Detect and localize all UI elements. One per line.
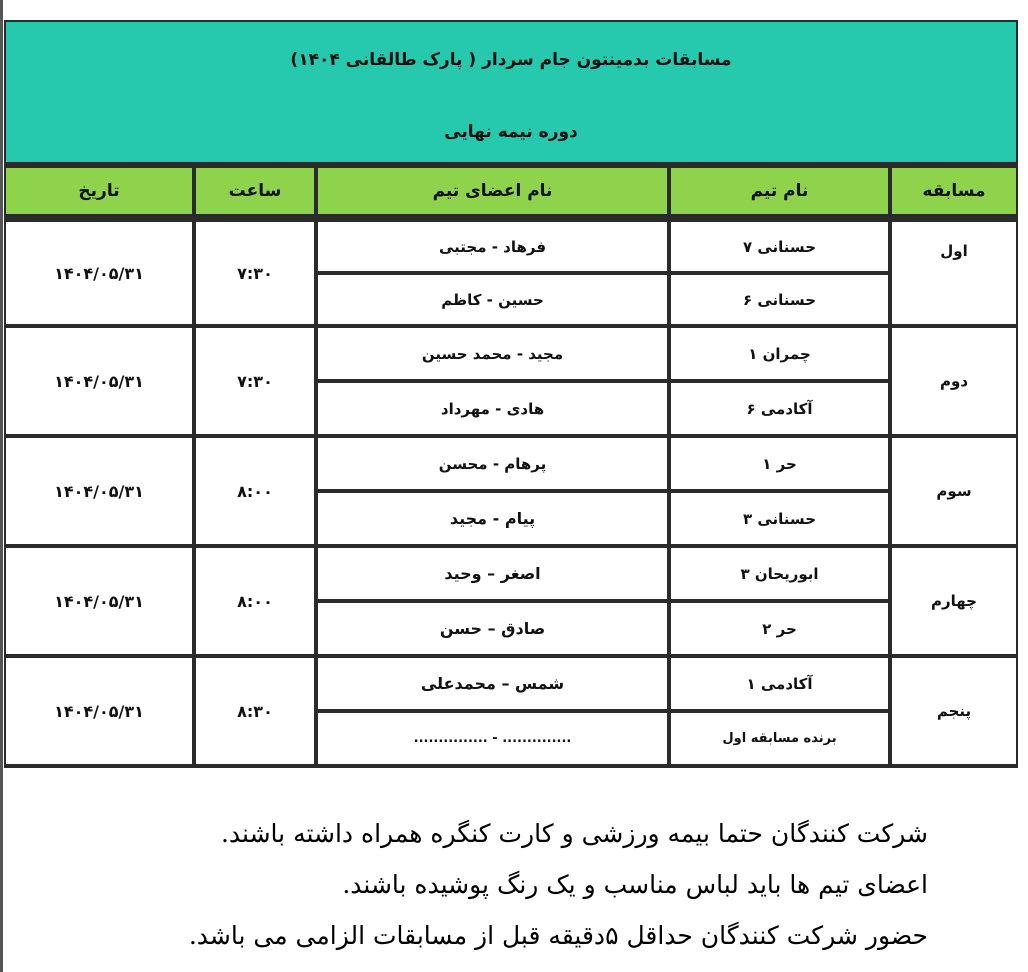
table-cell-team: آکادمی ۶ xyxy=(671,383,888,434)
table-cell-members: پرهام - محسن xyxy=(318,438,667,489)
table-cell-team: حر ۱ xyxy=(671,438,888,489)
table-cell-time: ۷:۳۰ xyxy=(196,222,314,324)
table-cell-time: ۷:۳۰ xyxy=(196,328,314,434)
page-edge xyxy=(0,0,3,972)
table-cell-match: اول xyxy=(892,222,1016,324)
table-cell-time: ۸:۳۰ xyxy=(196,658,314,764)
table-cell-team: آکادمی ۱ xyxy=(671,658,888,709)
table-cell-match: دوم xyxy=(892,328,1016,434)
table-cell-date: ۱۴۰۴/۰۵/۳۱ xyxy=(6,548,192,654)
table-cell-members: حسین - کاظم xyxy=(318,275,667,324)
column-header-members: نام اعضای تیم xyxy=(318,168,667,214)
table-cell-team: حسنانی ۳ xyxy=(671,493,888,544)
table-cell-match: سوم xyxy=(892,438,1016,544)
column-header-time: ساعت xyxy=(196,168,314,214)
table-cell-date: ۱۴۰۴/۰۵/۳۱ xyxy=(6,222,192,324)
table-cell-team: برنده مسابقه اول xyxy=(671,713,888,764)
notes-section xyxy=(68,808,928,961)
page-title: مسابقات بدمینتون جام سردار ( پارک طالقانی ۱۴۰۴) xyxy=(290,50,732,70)
table-cell-members: هادی - مهرداد xyxy=(318,383,667,434)
table-cell-members: پیام - مجید xyxy=(318,493,667,544)
table-cell-match: چهارم xyxy=(892,548,1016,654)
column-header-match: مسابقه xyxy=(892,168,1016,214)
table-cell-members: .............. - ............... xyxy=(318,713,667,764)
table-cell-team: حر ۲ xyxy=(671,603,888,654)
note-line: اعضای تیم ها باید لباس مناسب و یک رنگ پوشیده باشند. xyxy=(342,870,928,899)
page-subtitle: دوره نیمه نهایی xyxy=(444,122,578,142)
column-header-team: نام تیم xyxy=(671,168,888,214)
schedule-table xyxy=(4,20,1018,768)
table-header-banner xyxy=(4,20,1018,164)
table-cell-date: ۱۴۰۴/۰۵/۳۱ xyxy=(6,658,192,764)
table-cell-match: پنجم xyxy=(892,658,1016,764)
column-header-date: تاریخ xyxy=(6,168,192,214)
table-cell-team: حسنانی ۶ xyxy=(671,275,888,324)
table-cell-members: اصغر – وحید xyxy=(318,548,667,599)
column-header-row xyxy=(4,164,1018,218)
table-cell-members: شمس – محمدعلی xyxy=(318,658,667,709)
table-cell-team: چمران ۱ xyxy=(671,328,888,379)
table-cell-date: ۱۴۰۴/۰۵/۳۱ xyxy=(6,438,192,544)
table-cell-team: ابوریحان ۳ xyxy=(671,548,888,599)
note-line: شرکت کنندگان حتما بیمه ورزشی و کارت کنگره همراه داشته باشند. xyxy=(220,819,928,848)
table-body xyxy=(4,218,1018,768)
table-cell-members: مجید - محمد حسین xyxy=(318,328,667,379)
note-line: حضور شرکت کنندگان حداقل ۵دقیقه قبل از مسابقات الزامی می باشد. xyxy=(188,921,928,950)
table-cell-time: ۸:۰۰ xyxy=(196,548,314,654)
table-cell-date: ۱۴۰۴/۰۵/۳۱ xyxy=(6,328,192,434)
table-cell-team: حسنانی ۷ xyxy=(671,222,888,271)
table-cell-members: صادق – حسن xyxy=(318,603,667,654)
table-cell-time: ۸:۰۰ xyxy=(196,438,314,544)
table-cell-members: فرهاد - مجتبی xyxy=(318,222,667,271)
